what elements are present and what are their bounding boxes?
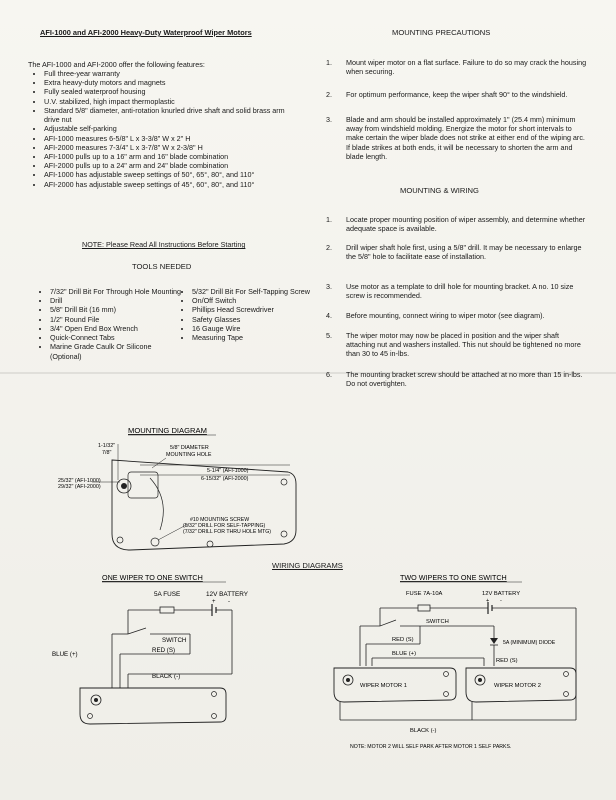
bracket-curve <box>150 478 163 530</box>
item-number: 3. <box>326 282 332 291</box>
item-text: The wiper motor may now be placed in position and the wiper shaft attaching nut and washers installed. This nut should be tightened no more than 30 to 45 in-lbs. <box>346 331 581 359</box>
shaft-center <box>478 678 482 682</box>
blue-wire-label: BLUE (+) <box>392 651 416 657</box>
feature-item: • AFI-1000 measures 6-5/8" L x 3-3/8" W x 2" H <box>44 134 294 143</box>
mount-hole <box>444 672 449 677</box>
switch-symbol <box>128 628 146 634</box>
mount-hole <box>212 714 217 719</box>
tool-item: • 1/2" Round File <box>50 315 185 324</box>
item-text: Drill wiper shaft hole first, using a 5/8" drill. It may be necessary to enlarge the 5/8" hole to facilitate ease of installation. <box>346 243 582 262</box>
battery-plus: + <box>486 598 490 604</box>
screw-label: #10 MOUNTING SCREW <box>190 517 250 523</box>
two-wiper-diagram <box>300 570 616 760</box>
mount-hole <box>117 537 123 543</box>
features-intro: The AFI-1000 and AFI-2000 offer the following features: <box>28 60 205 69</box>
dimension-label: 25/32" (AFI-1000) <box>58 478 101 484</box>
item-number: 3. <box>326 115 332 124</box>
mounting-screw-hole <box>151 538 159 546</box>
item-text: Mount wiper motor on a flat surface. Failure to do so may crack the housing when securing. <box>346 58 587 77</box>
shaft-center <box>94 698 98 702</box>
precaution-item <box>326 58 591 84</box>
tool-item: • 5/8" Drill Bit (16 mm) <box>50 305 185 314</box>
precautions-heading: MOUNTING PRECAUTIONS <box>392 28 491 37</box>
hole-label: MOUNTING HOLE <box>166 452 212 458</box>
feature-item: • Full three-year warranty <box>44 69 294 78</box>
item-number: 4. <box>326 311 332 320</box>
feature-item: • Extra heavy-duty motors and magnets <box>44 78 294 87</box>
tool-item: • On/Off Switch <box>192 296 327 305</box>
feature-item: • AFI-2000 pulls up to a 24" arm and 24" blade combination <box>44 161 294 170</box>
diagram-title: ONE WIPER TO ONE SWITCH <box>102 573 203 582</box>
motor-1-label: WIPER MOTOR 1 <box>360 683 407 689</box>
screw-label: (5/32" DRILL FOR SELF-TAPPING) <box>183 523 266 529</box>
diode-symbol <box>490 638 498 644</box>
precaution-item <box>326 90 591 110</box>
fuse-label: 5A FUSE <box>154 591 181 598</box>
motor-2-label: WIPER MOTOR 2 <box>494 683 541 689</box>
feature-item: • AFI-2000 has adjustable sweep settings of 45°, 60°, 80°, and 110° <box>44 180 294 189</box>
mount-hole <box>281 479 287 485</box>
battery-label: 12V BATTERY <box>482 591 521 597</box>
item-number: 2. <box>326 90 332 99</box>
tool-item: • 7/32" Drill Bit For Through Hole Mounting <box>50 287 185 296</box>
item-text: Blade and arm should be installed approximately 1" (25.4 mm) minimum away from windshield molding. Energize the motor for short intervals to make certain the wiper blade does not strike at either end of the wiping arc. If blade strikes at both ends, it will be necessary to shorten the arm and blade length. <box>346 115 585 161</box>
dimension-label: 5-1/4" (AFI-1000) <box>207 468 249 474</box>
mount-hole <box>564 672 569 677</box>
red-wire-label: RED (S) <box>152 647 176 654</box>
red-wire-label: RED (S) <box>392 637 414 643</box>
feature-item: • AFI-2000 measures 7-3/4" L x 3-7/8" W x 2-3/8" H <box>44 143 294 152</box>
battery-label: 12V BATTERY <box>206 591 249 598</box>
switch-label: SWITCH <box>426 619 449 625</box>
feature-item: • AFI-1000 has adjustable sweep settings of 50°, 65°, 80°, and 110° <box>44 170 294 179</box>
switch-symbol <box>380 620 396 626</box>
dimension-label: 7/8" <box>102 450 112 456</box>
mount-hole <box>88 714 93 719</box>
blue-wire-label: BLUE (+) <box>52 651 78 658</box>
battery-plus: + <box>212 599 216 605</box>
fuse-symbol <box>418 605 430 611</box>
item-number: 2. <box>326 243 332 252</box>
mount-hole <box>207 541 213 547</box>
feature-item: • Standard 5/8" diameter, anti-rotation knurled drive shaft and solid brass arm drive nut <box>44 106 294 124</box>
mounting-diagram <box>0 420 616 560</box>
hole-label: 5/8" DIAMETER <box>170 445 209 451</box>
tool-item: • Measuring Tape <box>192 333 327 342</box>
item-text: The mounting bracket screw should be attached at no more than 15 in-lbs. Do not overtighten. <box>346 370 583 389</box>
tool-item: • 5/32" Drill Bit For Self-Tapping Screw <box>192 287 327 296</box>
wiring-diagrams-title: WIRING DIAGRAMS <box>272 561 343 570</box>
dimension-label: 29/32" (AFI-2000) <box>58 484 101 490</box>
item-number: 1. <box>326 58 332 67</box>
diode-label: 5A (MINIMUM) DIODE <box>503 640 556 646</box>
feature-item: • Adjustable self-parking <box>44 124 294 133</box>
switch-label: SWITCH <box>162 637 187 644</box>
item-number: 6. <box>326 370 332 379</box>
black-wire-label: BLACK (-) <box>152 673 181 680</box>
tools-heading: TOOLS NEEDED <box>132 262 192 271</box>
gear-box <box>128 472 158 498</box>
mount-hole <box>564 692 569 697</box>
feature-item: • AFI-1000 pulls up to a 16" arm and 16" blade combination <box>44 152 294 161</box>
tools-list-left <box>36 287 185 361</box>
tool-item: • Drill <box>50 296 185 305</box>
tool-item: • 3/4" Open End Box Wrench <box>50 324 185 333</box>
mount-hole <box>281 531 287 537</box>
screw-label: (7/32" DRILL FOR THRU HOLE MTG) <box>183 529 272 535</box>
fuse-label: FUSE 7A-10A <box>406 591 443 597</box>
shaft-center <box>121 483 127 489</box>
feature-item: • U.V. stabilized, high impact thermoplastic <box>44 97 294 106</box>
parking-note: NOTE: MOTOR 2 WILL SELF PARK AFTER MOTOR 1 SELF PARKS. <box>350 744 512 750</box>
mount-hole <box>212 692 217 697</box>
document-title: AFI-1000 and AFI-2000 Heavy-Duty Waterproof Wiper Motors <box>40 28 252 37</box>
item-text: Locate proper mounting position of wiper assembly, and determine whether adequate space is available. <box>346 215 586 234</box>
precaution-item <box>326 115 591 165</box>
item-number: 5. <box>326 331 332 340</box>
item-text: Use motor as a template to drill hole for mounting bracket. A no. 10 size screw is recommended. <box>346 282 574 301</box>
read-instructions-note: NOTE: Please Read All Instructions Before Starting <box>82 240 246 249</box>
tool-item: • Safety Glasses <box>192 315 327 324</box>
tool-item: • 16 Gauge Wire <box>192 324 327 333</box>
feature-item: • Fully sealed waterproof housing <box>44 87 294 96</box>
tool-item: • Quick-Connect Tabs <box>50 333 185 342</box>
dimension-label: 1-1/32" <box>98 443 116 449</box>
features-list <box>30 69 294 189</box>
diagram-title: TWO WIPERS TO ONE SWITCH <box>400 573 507 582</box>
mounting-diagram-title: MOUNTING DIAGRAM <box>128 426 207 435</box>
mount-hole <box>444 692 449 697</box>
fuse-symbol <box>160 607 174 613</box>
tool-item: • Phillips Head Screwdriver <box>192 305 327 314</box>
battery-minus: - <box>228 599 230 605</box>
red-wire-label: RED (S) <box>496 658 518 664</box>
item-text: Before mounting, connect wiring to wiper motor (see diagram). <box>346 311 545 320</box>
black-wire-label: BLACK (-) <box>410 728 437 734</box>
item-number: 1. <box>326 215 332 224</box>
tool-item: • Marine Grade Caulk Or Silicone (Optional) <box>50 342 185 360</box>
tools-list-right <box>178 287 327 342</box>
shaft-center <box>346 678 350 682</box>
wiper-motor-outline <box>80 688 226 724</box>
motor-housing-outline <box>112 460 296 550</box>
dimension-label: 6-15/32" (AFI-2000) <box>201 476 249 482</box>
item-text: For optimum performance, keep the wiper shaft 90° to the windshield. <box>346 90 568 99</box>
one-wiper-diagram <box>0 570 300 730</box>
mounting-wiring-heading: MOUNTING & WIRING <box>400 186 479 195</box>
battery-minus: - <box>500 598 502 604</box>
